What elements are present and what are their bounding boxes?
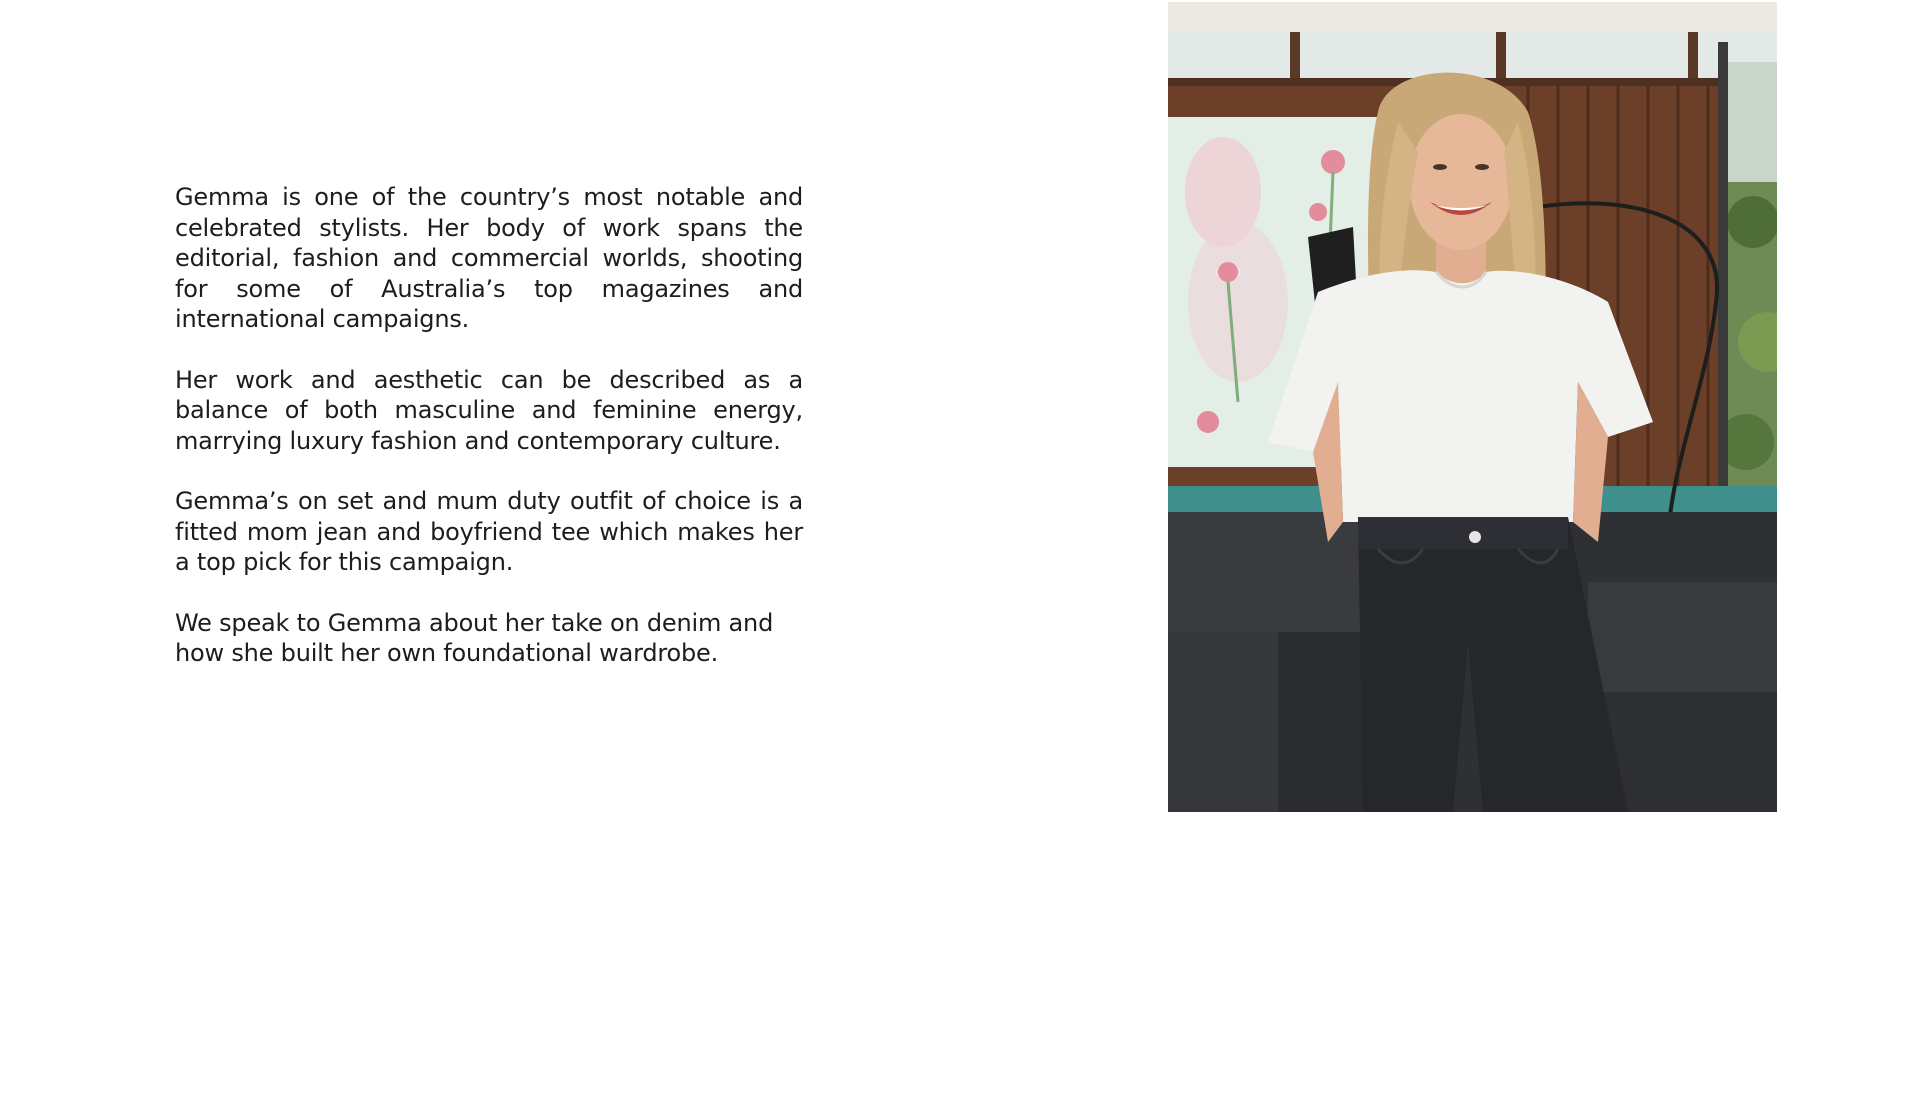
- intro-paragraph: Gemma is one of the country’s most notable and celebrated stylists. Her body of work spans the editorial, fashion and commercial worlds, shooting for some of Australia’s top magazines and international campaigns.: [175, 183, 803, 333]
- article-body: [175, 182, 803, 699]
- portrait-photo: [1168, 2, 1777, 812]
- aesthetic-paragraph: Her work and aesthetic can be described as a balance of both masculine and feminine energy, marrying luxury fashion and contemporary culture.: [175, 365, 803, 455]
- portrait-illustration: [1168, 2, 1777, 812]
- outfit-paragraph: Gemma’s on set and mum duty outfit of choice is a fitted mom jean and boyfriend tee which makes her a top pick for this campaign.: [175, 487, 803, 576]
- interview-intro-paragraph: We speak to Gemma about her take on denim and how she built her own foundational wardrobe.: [175, 608, 774, 667]
